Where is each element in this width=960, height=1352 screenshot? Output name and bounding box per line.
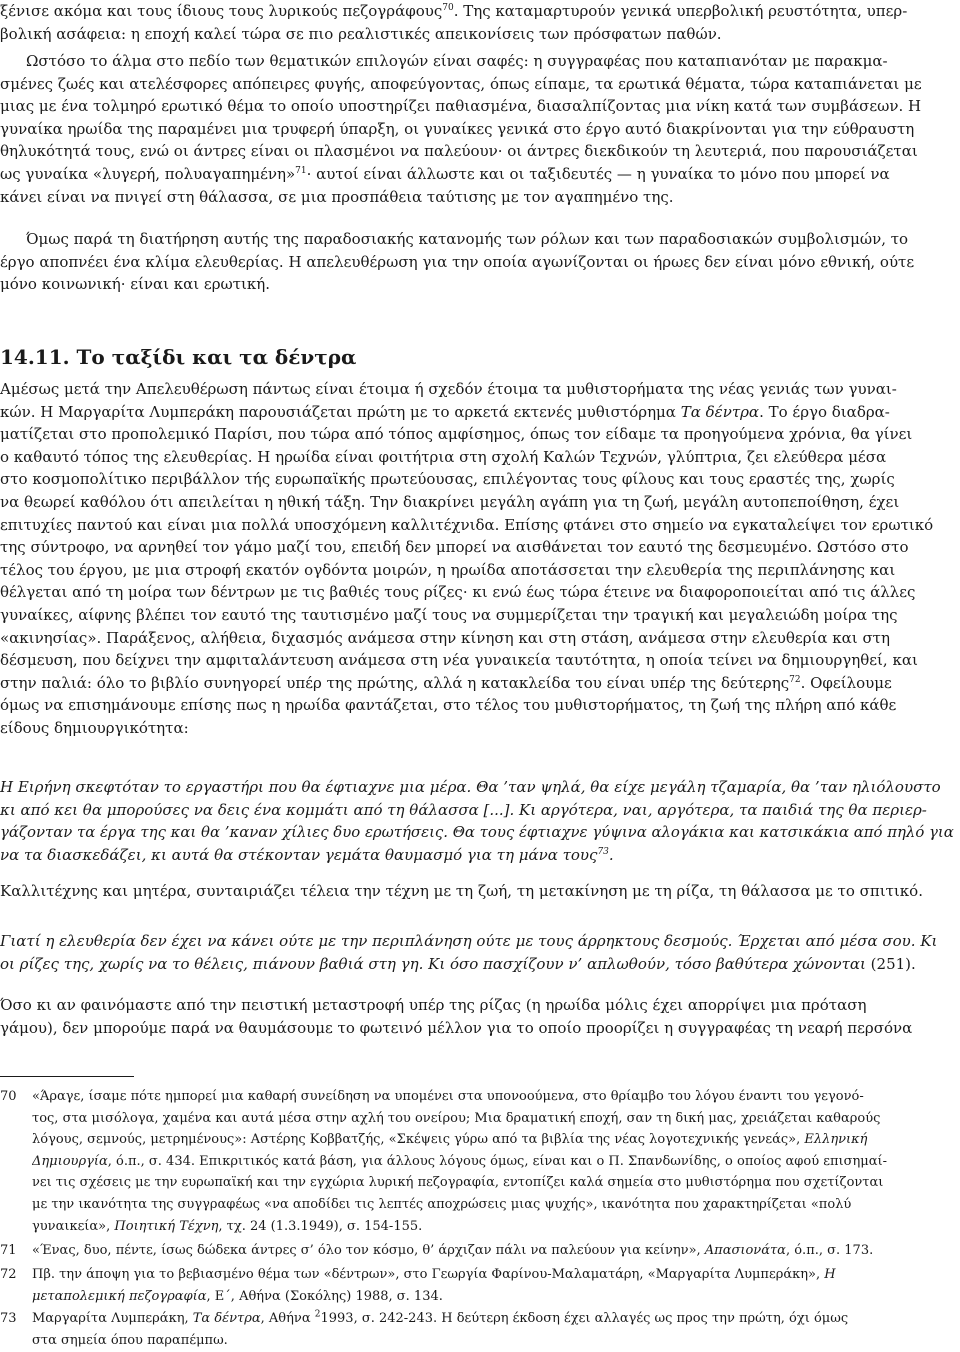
text-line: κών. Η Μαργαρίτα Λυμπεράκη παρουσιάζεται πρώτη με το αρκετά εκτενές μυθιστόρημα Τα δέντρα. Το έργο διαδρα- bbox=[0, 402, 890, 421]
text-line: Όσο κι αν φαινόμαστε από την πειστική μεταστροφή υπέρ της ρίζας (η ηρωίδα μόλις έχει απορρίψει μια πρόταση bbox=[0, 996, 867, 1014]
text-line: κι από κει θα μπορούσες να δεις ένα κομμάτι από τη θάλασσα [...]. Κι αργότερα, ναι, αργότερα, τα παιδιά της θα περιερ- bbox=[0, 800, 927, 819]
footnote-text bbox=[32, 1264, 960, 1307]
text-line: μεταπολεμική πεζογραφία, Ε΄, Αθήνα (Σοκόλης) 1988, σ. 134. bbox=[32, 1288, 443, 1304]
text-line: γάζονταν τα έργα της και θα ’καναν χίλιες δυο ερωτήσεις. Θα τους έφτιαχνε γύψινα αλογάκια και κατσικάκια από πηλό για bbox=[0, 823, 954, 842]
text-line: Η Ειρήνη σκεφτόταν το εργαστήρι που θα έφτιαχνε μια μέρα. Θα ’ταν ψηλά, θα είχε μεγάλη τζαμαρία, θα ’ταν ηλιόλουστο bbox=[0, 778, 941, 796]
text-line: μιας με ένα τολμηρό ερωτικό θέμα το οποίο υποστηρίζει παθιασμένα, διασαλπίζοντας μια νίκη κατά των συμβάσεων. Η bbox=[0, 97, 922, 116]
text-line: στα σημεία όπου παραπέμπω. bbox=[32, 1332, 228, 1348]
text-line: Μαργαρίτα Λυμπεράκη, Τα δέντρα, Αθήνα $^2$1993, σ. 242-243. Η δεύτερη έκδοση έχει αλλαγές ως προς την πρώτη, όχι όμως bbox=[32, 1309, 849, 1326]
text-line: γάμου), δεν μπορούμε παρά να θαυμάσουμε το φωτεινό μέλλον για το οποίο προορίζει η συγγραφέας τη νεαρή περσόνα bbox=[0, 1018, 913, 1037]
text-line: «ακινησίας». Παράξενος, αλήθεια, διχασμός ανάμεσα στην κίνηση και στη στάση, ανάμεσα στην ελευθερία και στη bbox=[0, 628, 890, 647]
book-title: Τα δέντρα bbox=[680, 402, 760, 421]
text-line: τέλος του έργου, με μια στροφή εκατόν ογδόντα μοιρών, η ηρωίδα αποτάσσεται την ελευθερία της περιπλάνησης και bbox=[0, 560, 896, 579]
text-line: κάνει είναι να πνιγεί στη θάλασσα, σε μια προσπάθεια ταύτισης με τον αγαπημένο της. bbox=[0, 187, 674, 206]
text-line: βολική ασάφεια: η εποχή καλεί τώρα σε πιο ρεαλιστικές απεικονίσεις των πρόσφατων παθών. bbox=[0, 24, 722, 43]
text-line: θέλγεται από τη μοίρα των δέντρων με τις βαθιές τους ρίζες· κι ενώ έως τώρα έτεινε να διαφοροποιείται από τις άλλες bbox=[0, 583, 916, 602]
text-line: με την ικανότητα της συγγραφέως «να αποδίδει τις λεπτές αποχρώσεις μιας ψυχής», ικανότητα που χαρακτηρίζεται «πολύ bbox=[32, 1196, 852, 1212]
footnote-divider bbox=[0, 1076, 134, 1077]
text-line: γυναίκα ηρωίδα της παραμένει μια τρυφερή ύπαρξη, οι γυναίκες γενικά στο έργο αυτό διακρίνονται για την εύθραυστη bbox=[0, 119, 915, 138]
text-line: λόγους, σεμνούς, μετρημένους»: Αστέρης Κοββατζής, «Σκέψεις γύρω από τα βιβλία της νέας λογοτεχνικής γενεάς», Ελληνική bbox=[32, 1132, 868, 1148]
paragraph-2 bbox=[0, 228, 960, 296]
text-line: Όμως παρά τη διατήρηση αυτής της παραδοσιακής κατανομής των ρόλων και των παραδοσιακών συμβολισμών, το bbox=[26, 230, 909, 248]
text-line: Δημιουργία, ό.π., σ. 434. Επικριτικός κατά βάση, για άλλους λόγους όμως, είναι και ο Π. Σπανδωνίδης, ο οποίος αφού επισημαί- bbox=[32, 1153, 888, 1169]
paragraph-3 bbox=[0, 378, 960, 740]
paragraph-5 bbox=[0, 994, 960, 1039]
text-line: δέσμευση, που δείχνει την αμφιταλάντευση ανάμεσα στη νέα γυναικεία ταυτότητα, η οποία τείνει να δημιουργηθεί, και bbox=[0, 651, 918, 670]
text-line: θηλυκότητά τους, ενώ οι άντρες είναι οι πλασμένοι να παλεύουν· οι άντρες διεκδικούν τη λευτεριά, που παρουσιάζεται bbox=[0, 142, 918, 161]
text-line: ξένισε ακόμα και τους ίδιους τους λυρικούς πεζογράφους$^{70}$. Της καταμαρτυρούν γενικά υπερβολική ρευστότητα, υπερ- bbox=[0, 2, 908, 20]
text-line: ματίζεται στο προπολεμικό Παρίσι, που τώρα από τόπος αμφίσημος, όπως τον είδαμε τα προηγούμενα χρόνια, θα γίνει bbox=[0, 425, 913, 444]
footnote-number: 73 bbox=[0, 1311, 17, 1326]
paragraph-1 bbox=[0, 50, 960, 208]
text-line: οι ρίζες της, χωρίς να το θέλεις, πιάνουν βαθιά στη γη. Κι όσο πασχίζουν ν’ απλωθούν, τόσο βαθύτερα χώνονται (251). bbox=[0, 954, 916, 973]
footnote-text bbox=[32, 1240, 960, 1262]
text-line: ο καθαυτό τόπος της ελευθερίας. Η ηρωίδα είναι φοιτήτρια στη σχολή Καλών Τεχνών, γλύπτρια, ζει ελεύθερα μέσα bbox=[0, 447, 887, 466]
text-line: να θεωρεί καθόλου ότι απειλείται η ηθική τάξη. Την διακρίνει μεγάλη αγάπη για τη ζωή, μεγάλη αυτοπεποίθηση, έχει bbox=[0, 492, 900, 511]
section-heading: 14.11. Το ταξίδι και τα δέντρα bbox=[0, 345, 357, 369]
text-line: της σύντροφο, να αρνηθεί τον γάμο μαζί του, επειδή δεν μπορεί να αισθάνεται τον εαυτό της δεσμευμένο. Ωστόσο στο bbox=[0, 538, 909, 557]
text-line: νει τις σχέσεις με την ευρωπαϊκή και την εγχώρια λυρική πεζογραφία, εντοπίζει καλά σημεία στο μυθιστόρημα που σχετίζονται bbox=[32, 1175, 884, 1191]
text-line: τος, στα μισόλογα, χαμένα και αυτά μέσα στην αχλή του ονείρου; Μια δραματική εποχή, σαν τη δική μας, χρειάζεται καθαρούς bbox=[32, 1110, 881, 1126]
text-line: «Άραγε, ίσαμε πότε ημπορεί μια καθαρή συνείδηση να υπομένει στα υπονοούμενα, στο θρίαμβο του λόγου έναντι του γεγονό- bbox=[32, 1089, 864, 1104]
footnote-number: 72 bbox=[0, 1267, 17, 1282]
text-line: όμως να επισημάνουμε επίσης πως η ηρωίδα φαντάζεται, στο τέλος του μυθιστορήματος, τη ζωή της πλήρη από κάθε bbox=[0, 696, 897, 715]
text-line: επιτυχίες παντού και είναι μια πολλά υποσχόμενη καλλιτέχνιδα. Επίσης φτάνει στο σημείο να εγκαταλείψει τον ερωτικό bbox=[0, 515, 934, 534]
text-line: γυναικεία», Ποιητική Τέχνη, τχ. 24 (1.3.1949), σ. 154-155. bbox=[32, 1218, 423, 1234]
text-line: να τα διασκεδάζει, κι αυτά θα στέκονταν γεμάτα θαυμασμό για τη μάνα τους$^{73}$. bbox=[0, 845, 614, 864]
footnote-text bbox=[32, 1308, 960, 1351]
text-line: «Ένας, δυο, πέντε, ίσως δώδεκα άντρες σ’ όλο τον κόσμο, θ’ άρχιζαν πάλι να παλεύουν για κείνην», Απασιονάτα, ό.π., σ. 173. bbox=[32, 1243, 874, 1258]
text-line: γυναίκες, αίφνης βλέπει τον εαυτό της ταυτισμένο μαζί τους να συμμερίζεται την τραγική και μεγαλειώδη μοίρα της bbox=[0, 605, 898, 624]
footnote-ref-72[interactable]: 72 bbox=[789, 674, 801, 685]
block-quote-2 bbox=[0, 930, 960, 975]
footnote-ref-70[interactable]: 70 bbox=[442, 3, 454, 13]
text-line: Αμέσως μετά την Απελευθέρωση πάντως είναι έτοιμα ή σχεδόν έτοιμα τα μυθιστορήματα της νέας γενιάς των γυναι- bbox=[0, 380, 897, 398]
text-line: Πβ. την άποψη για το βεβιασμένο θέμα των «δέντρων», στο Γεωργία Φαρίνου-Μαλαματάρη, «Μαργαρίτα Λυμπεράκη», Η bbox=[32, 1267, 836, 1282]
paragraph-4 bbox=[0, 880, 960, 903]
footnote-number: 70 bbox=[0, 1089, 17, 1104]
text-line: Καλλιτέχνης και μητέρα, συνταιριάζει τέλεια την τέχνη με τη ζωή, τη μετακίνηση με τη ρίζα, τη θάλασσα με το σπιτικό. bbox=[0, 882, 923, 900]
text-line: είδους δημιουργικότητα: bbox=[0, 718, 189, 737]
text-line: σμένες ζωές και ατελέσφορες απόπειρες φυγής, αποφεύγοντας, όπως είπαμε, τα ερωτικά θέματα, τώρα καταπιάνεται με bbox=[0, 74, 922, 93]
text-line: ως γυναίκα «λυγερή, πολυαγαπημένη»$^{71}$· αυτοί είναι άλλωστε και οι ταξιδευτές — η γυναίκα το μόνο που μπορεί να bbox=[0, 164, 890, 183]
text-line: Ωστόσο το άλμα στο πεδίο των θεματικών επιλογών είναι σαφές: η συγγραφέας που καταπιανόταν με παρακμα- bbox=[26, 52, 888, 70]
footnote-number: 71 bbox=[0, 1243, 17, 1258]
text-line: μόνο κοινωνική· είναι και ερωτική. bbox=[0, 275, 271, 294]
text-line: στην παλιά: όλο το βιβλίο συνηγορεί υπέρ της πρώτης, αλλά η κατακλείδα του είναι υπέρ της δεύτερης$^{72}$. Οφείλουμε bbox=[0, 673, 892, 692]
text-line: έργο αποπνέει ένα κλίμα ελευθερίας. Η απελευθέρωση για την οποία αγωνίζονται οι ήρωες δεν είναι μόνο εθνική, ούτε bbox=[0, 252, 915, 271]
text-line: στο κοσμοπολίτικο περιβάλλον τής ευρωπαϊκής πρωτεύουσας, επιλέγοντας τους φίλους και τους εραστές της, χωρίς bbox=[0, 470, 895, 489]
footnote-ref-71[interactable]: 71 bbox=[295, 165, 307, 176]
paragraph-top bbox=[0, 0, 960, 45]
text-line: Γιατί η ελευθερία δεν έχει να κάνει ούτε με την περιπλάνηση ούτε με τους άρρηκτους δεσμούς. Έρχεται από μέσα σου. Κι bbox=[0, 932, 938, 950]
footnote-text bbox=[32, 1086, 960, 1237]
block-quote-1 bbox=[0, 776, 960, 866]
footnote-ref-73[interactable]: 73 bbox=[597, 846, 609, 857]
